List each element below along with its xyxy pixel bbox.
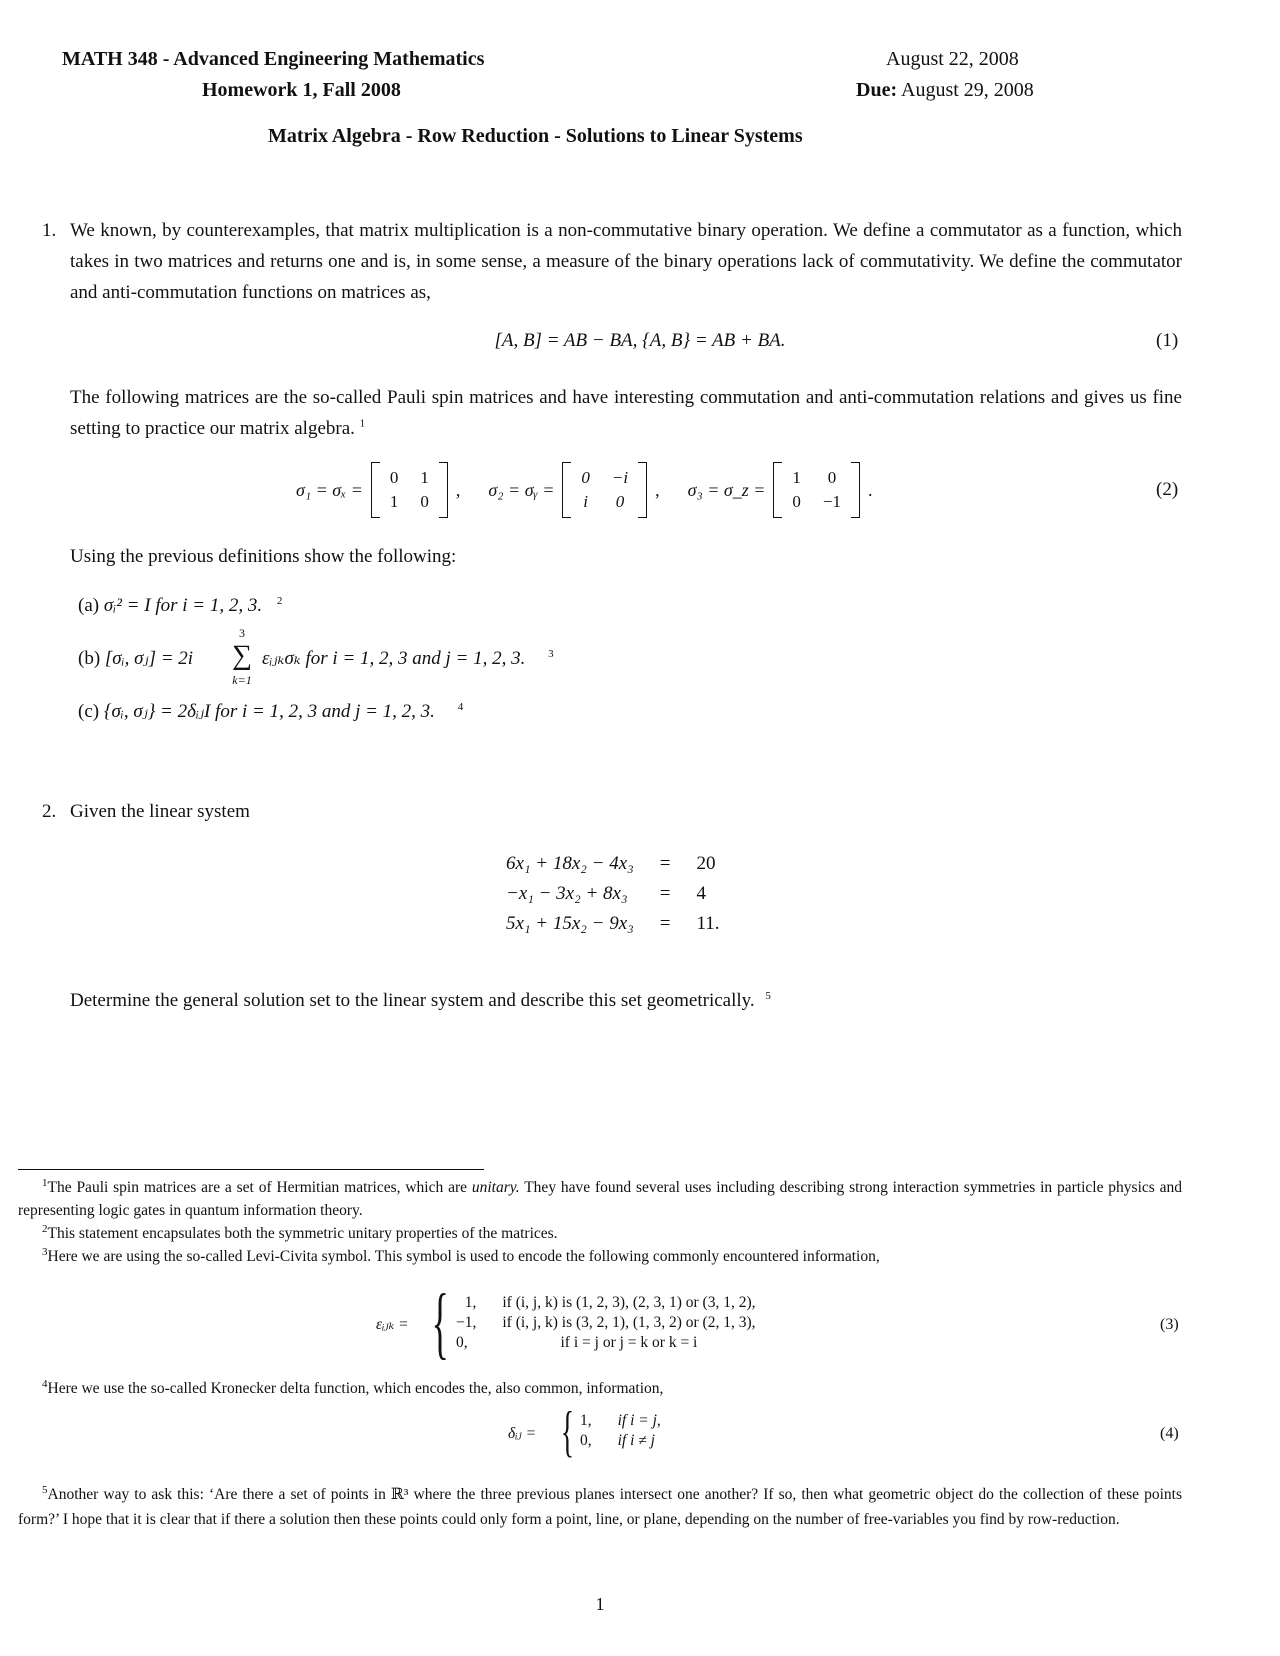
problem-2-intro: Given the linear system: [70, 801, 250, 822]
sigma2-a22: 0: [615, 492, 625, 511]
footnote-ref-5: 5: [765, 989, 771, 1002]
case-value: 0,: [580, 1432, 592, 1449]
homework-title: Homework 1, Fall 2008: [202, 79, 401, 101]
equation-1-number: (1): [1156, 330, 1179, 351]
footnote-4-mark: 4: [42, 1377, 48, 1390]
system-equals: =: [659, 883, 671, 904]
determine-text: Determine the general solution set to the linear system and describe this set geometrically.: [70, 990, 755, 1011]
footnote-ref-2: 2: [276, 594, 283, 607]
sigma1-label: σ₁ = σₓ =: [296, 479, 363, 500]
sigma1-matrix: [371, 462, 448, 518]
footnote-1-text-b: They have found several uses including describing strong interaction symmetries in particle physics and representing logic gates in quantum information theory.: [18, 1179, 1183, 1219]
footnote-1-text-a: The Pauli spin matrices are a set of Hermitian matrices, which are: [47, 1179, 472, 1196]
part-b-pre: [σᵢ, σⱼ] = 2i: [104, 648, 194, 669]
footnote-1-mark: 1: [42, 1176, 48, 1189]
case-row: [574, 1431, 667, 1451]
footnote-3: [42, 1245, 880, 1268]
footnote-rule: [18, 1169, 484, 1170]
case-value: 1,: [580, 1412, 592, 1429]
due-line: [856, 79, 1034, 102]
problem-1-number: 1.: [42, 220, 57, 241]
footnote-ref-1: 1: [359, 417, 366, 430]
system-lhs: 6x₁ + 18x₂ − 4x₃: [506, 853, 634, 874]
case-condition: if i = j or j = k or k = i: [560, 1334, 698, 1351]
pauli-intro: [70, 382, 1182, 444]
system-lhs: 5x₁ + 15x₂ − 9x₃: [506, 913, 634, 934]
part-a-text: σᵢ² = I for i = 1, 2, 3.: [103, 595, 263, 616]
sum-symbol: ∑: [232, 640, 252, 671]
sigma1-a21: 1: [389, 492, 399, 511]
footnote-5-text: Another way to ask this: ‘Are there a set of points in ℝ³ where the three previous planes intersect one another? If so, then what geometric object do the collection of these points form?’ I hope that it is clear that if there a solution then these points could only form a point, line, or plane, depending on the number of free-variables you find by row-reduction.: [18, 1486, 1182, 1528]
footnote-2: [42, 1222, 558, 1245]
sigma3-label: σ₃ = σ_z =: [687, 479, 766, 500]
system-rhs: 4: [696, 883, 706, 904]
sigma2-label: σ₂ = σᵧ =: [488, 479, 555, 500]
assigned-date: August 22, 2008: [886, 48, 1019, 70]
sigma2-matrix: [562, 462, 647, 518]
equation-4-number: (4): [1160, 1425, 1179, 1442]
sigma2-a11: 0: [581, 468, 590, 487]
sum-upper: 3: [239, 626, 245, 640]
footnote-5: [18, 1482, 1182, 1532]
due-label: Due:: [856, 79, 898, 101]
due-date: August 29, 2008: [901, 79, 1034, 101]
sigma1-a22: 0: [420, 492, 429, 511]
left-brace: {: [560, 1401, 575, 1463]
footnote-3-mark: 3: [42, 1245, 48, 1258]
system-equals: =: [659, 913, 671, 934]
sigma3-a11: 1: [792, 468, 801, 487]
sum-lower: k=1: [232, 673, 252, 687]
footnote-4: [42, 1377, 663, 1400]
system-equals: =: [659, 853, 671, 874]
sigma3-a12: 0: [827, 468, 837, 487]
case-row: [450, 1313, 762, 1333]
sigma2-a12: −i: [611, 468, 629, 487]
equation-1: [A, B] = AB − BA, {A, B} = AB + BA.: [494, 330, 786, 351]
left-brace: {: [431, 1279, 449, 1367]
footnote-5-mark: 5: [42, 1483, 48, 1496]
footnote-1: [18, 1176, 1182, 1222]
levi-civita-lhs: εᵢⱼₖ =: [376, 1316, 409, 1333]
kronecker-cases: [574, 1411, 667, 1451]
case-condition: if i = j,: [617, 1412, 661, 1429]
case-condition: if (i, j, k) is (3, 2, 1), (1, 3, 2) or (2, 1, 3),: [502, 1314, 756, 1331]
sigma2-a21: i: [583, 492, 588, 511]
equation-3-number: (3): [1160, 1316, 1179, 1333]
system-row: [498, 849, 728, 879]
part-c-text: {σᵢ, σⱼ} = 2δᵢⱼI for i = 1, 2, 3 and j = 1, 2, 3.: [103, 701, 435, 722]
footnote-4-text: Here we use the so-called Kronecker delta function, which encodes the, also common, information,: [47, 1380, 664, 1397]
problem-2-number: 2.: [42, 801, 57, 822]
part-a: [78, 590, 282, 621]
case-condition: if (i, j, k) is (1, 2, 3), (2, 3, 1) or (3, 1, 2),: [502, 1294, 756, 1311]
case-row: [450, 1333, 762, 1353]
show-following: Using the previous definitions show the following:: [70, 546, 457, 567]
subtitle: Matrix Algebra - Row Reduction - Solutions to Linear Systems: [268, 125, 803, 147]
case-value: −1,: [456, 1314, 477, 1331]
part-b-post-line: [262, 643, 554, 674]
part-c-label: (c): [78, 701, 100, 722]
part-c: [78, 696, 463, 727]
part-b-label: (b): [78, 648, 101, 669]
system-rhs: 20: [696, 853, 716, 874]
system-row: [498, 909, 728, 939]
problem-1-intro: We known, by counterexamples, that matrix multiplication is a non-commutative binary operation. We define a commutator as a function, which takes in two matrices and returns one and is, in some sense, a measure of the binary operations lack of commutativity. We define the commutator and anti-commutation functions on matrices as,: [70, 220, 1182, 303]
footnote-2-text: This statement encapsulates both the symmetric unitary properties of the matrices.: [47, 1225, 558, 1242]
footnote-1-emphasis: unitary.: [471, 1179, 520, 1196]
footnote-2-mark: 2: [42, 1222, 48, 1235]
linear-system: [498, 849, 728, 939]
system-lhs: −x₁ − 3x₂ + 8x₃: [506, 883, 628, 904]
part-b-post: εᵢⱼₖσₖ for i = 1, 2, 3 and j = 1, 2, 3.: [262, 648, 526, 669]
page-number: 1: [595, 1594, 605, 1614]
sigma3-a22: −1: [822, 492, 841, 511]
sigma1-a11: 0: [389, 468, 399, 487]
course-title: MATH 348 - Advanced Engineering Mathematics: [62, 48, 485, 70]
case-value: 1,: [464, 1294, 477, 1311]
part-a-label: (a): [78, 595, 100, 616]
footnote-ref-3: 3: [548, 647, 554, 660]
case-condition: if i ≠ j: [617, 1432, 655, 1449]
equation-2-number: (2): [1156, 479, 1179, 500]
footnote-ref-4: 4: [457, 700, 464, 713]
determine-line: [70, 985, 771, 1016]
system-rhs: 11.: [696, 913, 720, 934]
levi-civita-cases: [450, 1293, 762, 1353]
part-b: [78, 643, 193, 674]
pauli-text: The following matrices are the so-called Pauli spin matrices and have interesting commutation and anti-commutation relations and gives us fine setting to practice our matrix algebra.: [70, 387, 1182, 439]
case-row: [450, 1293, 762, 1313]
kronecker-lhs: δᵢⱼ =: [508, 1425, 537, 1442]
case-row: [574, 1411, 667, 1431]
case-value: 0,: [456, 1334, 468, 1351]
sigma3-a21: 0: [792, 492, 801, 511]
footnote-3-text: Here we are using the so-called Levi-Civita symbol. This symbol is used to encode the following commonly encountered information,: [47, 1248, 880, 1265]
system-row: [498, 879, 728, 909]
sigma1-a12: 1: [420, 468, 429, 487]
sigma3-matrix: [773, 462, 860, 518]
pauli-matrices: σ₁ = σₓ = 0 1 1 0 , σ₂ = σᵧ = 0 −i i 0 , σ₃ = σ_z = 1 0 0 −1 .: [296, 462, 872, 518]
